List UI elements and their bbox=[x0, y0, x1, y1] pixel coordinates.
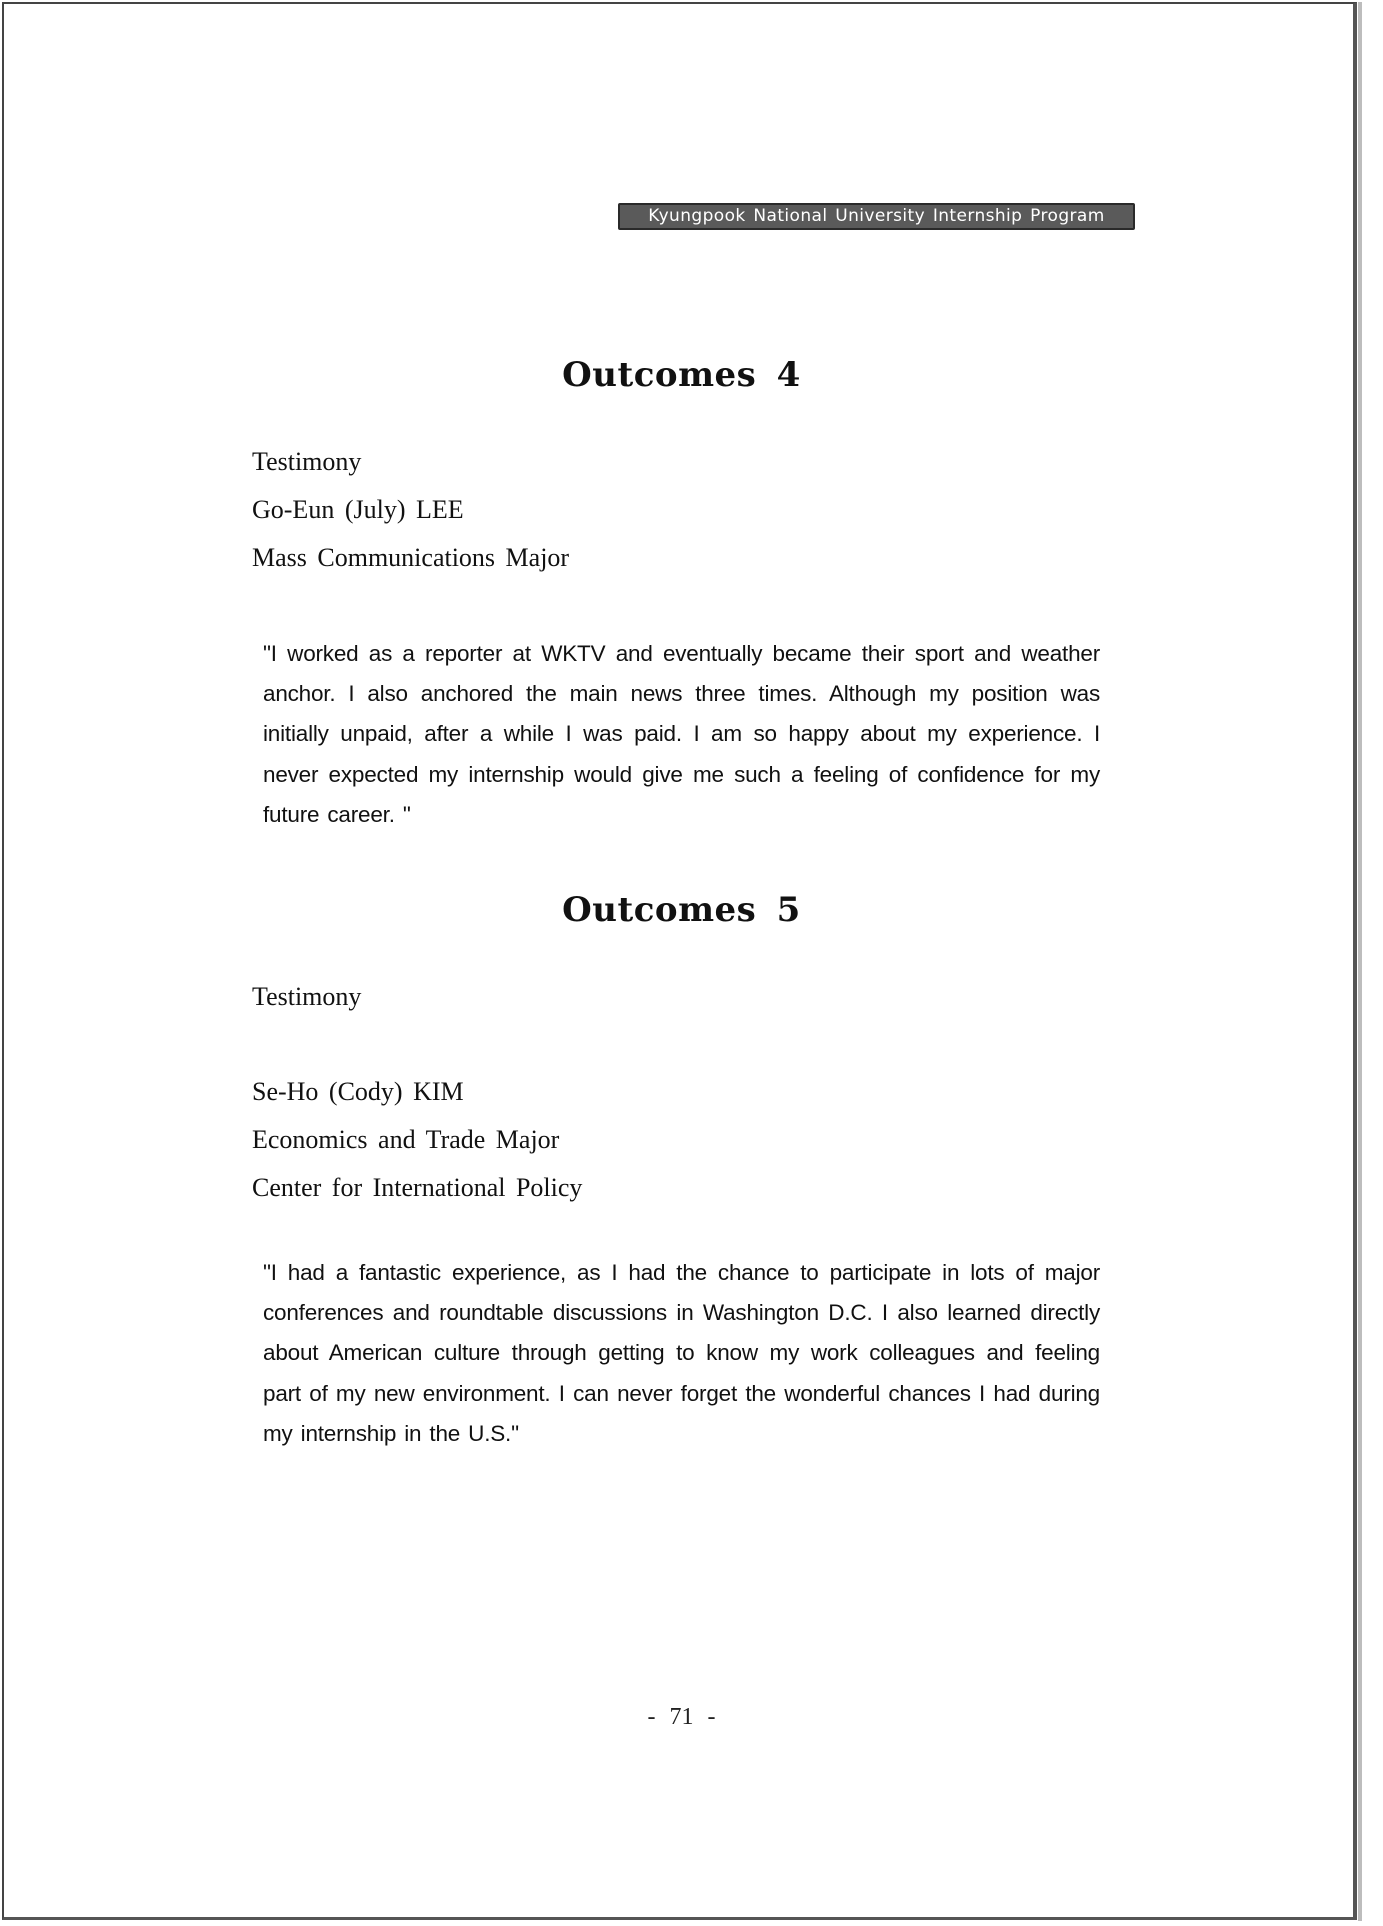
page-number: - 71 - bbox=[647, 1704, 716, 1730]
person-affiliation: Center for International Policy bbox=[252, 1173, 583, 1202]
person-name: Se-Ho (Cody) KIM bbox=[252, 1077, 464, 1106]
person-major: Mass Communications Major bbox=[252, 543, 570, 572]
person-major: Economics and Trade Major bbox=[252, 1125, 560, 1154]
testimony-label: Testimony bbox=[252, 447, 362, 476]
testimony-quote: "I worked as a reporter at WKTV and eventually became their sport and weather anchor. I also anchored the main news three times. Although my position was initially unpaid, after a while I was paid. I am so happy about my experience. I never expected my internship would give me such a feeling of confidence for my future career. " bbox=[263, 641, 1100, 827]
testimony-label: Testimony bbox=[252, 982, 362, 1011]
section-title-outcomes-5: Outcomes 5 bbox=[562, 890, 801, 930]
testimony-quote: "I had a fantastic experience, as I had the chance to participate in lots of major conferences and roundtable discussions in Washington D.C. I also learned directly about American culture through getting to know my work colleagues and feeling part of my new environment. I can never forget the wonderful chances I had during my internship in the U.S." bbox=[263, 1260, 1100, 1446]
header-banner: Kyungpook National University Internship Program bbox=[618, 203, 1135, 230]
document-page bbox=[2, 2, 1357, 1920]
section-title-outcomes-4: Outcomes 4 bbox=[562, 355, 801, 395]
person-name: Go-Eun (July) LEE bbox=[252, 495, 464, 524]
